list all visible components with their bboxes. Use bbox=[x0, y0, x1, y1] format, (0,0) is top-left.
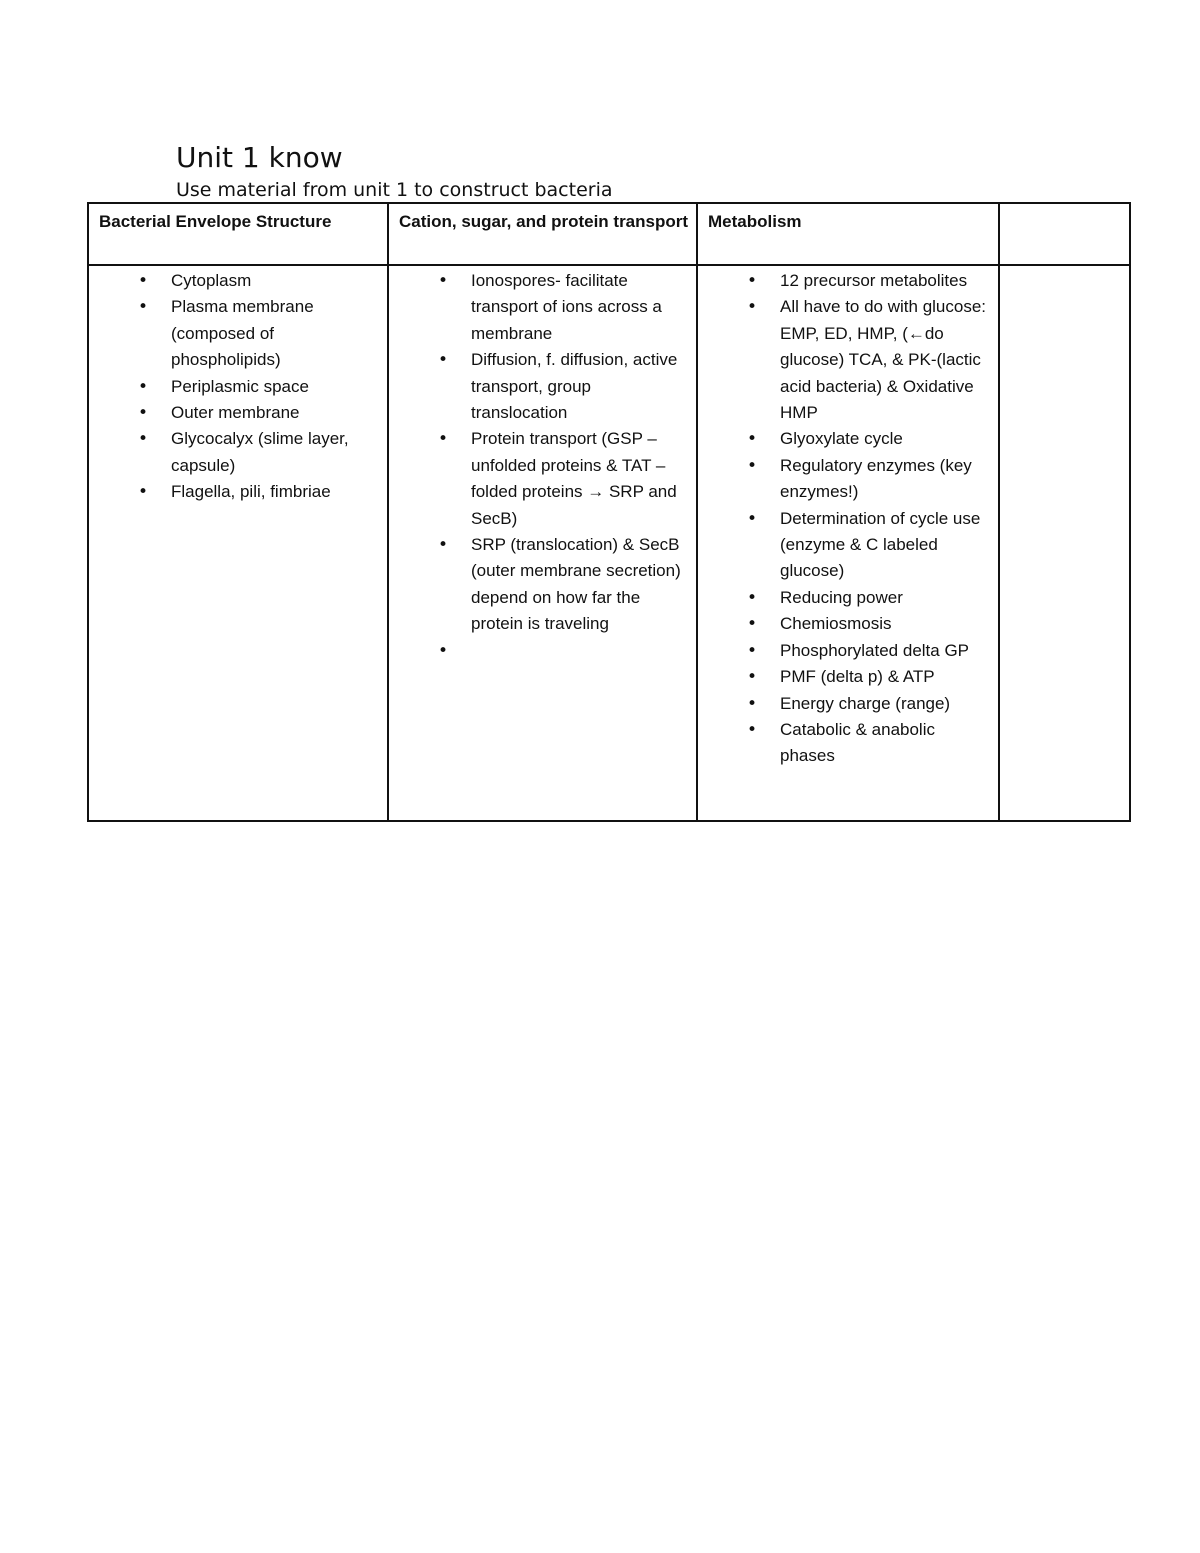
bullet-icon: • bbox=[747, 429, 758, 450]
list-item bbox=[698, 585, 992, 611]
list-item bbox=[698, 426, 992, 452]
list-item-text: Cytoplasm bbox=[171, 271, 252, 290]
list-item bbox=[389, 532, 690, 638]
header-transport: Cation, sugar, and protein transport bbox=[388, 203, 697, 265]
list-item-text: Energy charge (range) bbox=[780, 693, 951, 713]
list-item-text: Protein transport (GSP – unfolded proteins & TAT – folded proteins → SRP and SecB) bbox=[471, 429, 677, 528]
list-item-text: Chemiosmosis bbox=[780, 614, 892, 634]
list-item-text: Outer membrane bbox=[171, 403, 300, 423]
bullet-list bbox=[698, 268, 992, 770]
list-item-text: SRP (translocation) & SecB (outer membrane secretion) depend on how far the protein is traveling bbox=[471, 535, 681, 634]
page-title: Unit 1 know bbox=[176, 141, 343, 174]
list-item-text: 12 precursor metabolites bbox=[780, 271, 968, 290]
bullet-icon: • bbox=[747, 614, 758, 635]
bullet-icon: • bbox=[747, 640, 758, 661]
bullet-icon: • bbox=[747, 719, 758, 740]
header-empty bbox=[999, 203, 1130, 265]
bullet-list bbox=[89, 268, 381, 506]
page-subtitle: Use material from unit 1 to construct bacteria bbox=[176, 179, 613, 201]
bullet-icon: • bbox=[438, 429, 449, 450]
bullet-icon: • bbox=[138, 482, 149, 503]
cell-transport bbox=[388, 265, 697, 821]
list-item bbox=[698, 611, 992, 637]
list-item-text: Reducing power bbox=[780, 587, 903, 607]
unit-overview-table bbox=[87, 202, 1131, 822]
bullet-icon: • bbox=[747, 508, 758, 529]
header-metabolism: Metabolism bbox=[697, 203, 999, 265]
bullet-icon: • bbox=[747, 271, 758, 291]
list-item bbox=[389, 268, 690, 347]
list-item-text: Glycocalyx (slime layer, capsule) bbox=[171, 429, 349, 475]
bullet-icon: • bbox=[747, 667, 758, 688]
list-item bbox=[89, 479, 381, 505]
bullet-icon: • bbox=[747, 693, 758, 714]
list-item bbox=[698, 664, 992, 690]
bullet-icon: • bbox=[747, 587, 758, 608]
bullet-icon: • bbox=[438, 350, 449, 371]
list-item bbox=[89, 268, 381, 294]
cell-envelope-structure bbox=[88, 265, 388, 821]
bullet-icon: • bbox=[138, 297, 149, 318]
list-item bbox=[389, 347, 690, 426]
list-item bbox=[698, 638, 992, 664]
list-item bbox=[698, 294, 992, 426]
list-item-text: All have to do with glucose: EMP, ED, HMP, (←do glucose) TCA, & PK-(lactic acid bacteria) & Oxidative HMP bbox=[780, 297, 987, 423]
bullet-icon: • bbox=[138, 403, 149, 424]
bullet-icon: • bbox=[438, 271, 449, 291]
list-item bbox=[89, 374, 381, 400]
list-item-text: Ionospores- facilitate transport of ions across a membrane bbox=[471, 271, 662, 343]
list-item-text: Diffusion, f. diffusion, active transport, group translocation bbox=[471, 350, 678, 423]
bullet-icon: • bbox=[138, 271, 149, 291]
list-item-text: Periplasmic space bbox=[171, 376, 309, 396]
bullet-icon: • bbox=[138, 429, 149, 450]
table-header-row bbox=[88, 203, 1130, 265]
list-item bbox=[698, 506, 992, 585]
table-body-row bbox=[88, 265, 1130, 821]
bullet-icon: • bbox=[438, 535, 449, 556]
list-item bbox=[698, 691, 992, 717]
list-item-text: Phosphorylated delta GP bbox=[780, 640, 970, 660]
header-envelope-structure: Bacterial Envelope Structure bbox=[88, 203, 388, 265]
bullet-icon: • bbox=[138, 376, 149, 397]
cell-empty bbox=[999, 265, 1130, 821]
list-item bbox=[698, 453, 992, 506]
list-item bbox=[389, 426, 690, 532]
list-item-text: Catabolic & anabolic phases bbox=[780, 719, 935, 766]
cell-metabolism bbox=[697, 265, 999, 821]
bullet-icon: • bbox=[747, 455, 758, 476]
list-item bbox=[698, 717, 992, 770]
list-item bbox=[89, 400, 381, 426]
list-item bbox=[389, 638, 690, 664]
bullet-icon: • bbox=[438, 640, 449, 661]
list-item-text: Determination of cycle use (enzyme & C labeled glucose) bbox=[780, 508, 981, 581]
list-item-text: PMF (delta p) & ATP bbox=[780, 667, 935, 687]
list-item-text: Flagella, pili, fimbriae bbox=[171, 482, 331, 502]
list-item bbox=[89, 294, 381, 373]
bullet-list bbox=[389, 268, 690, 664]
list-item bbox=[698, 268, 992, 294]
list-item-text: Glyoxylate cycle bbox=[780, 429, 903, 449]
list-item bbox=[89, 426, 381, 479]
list-item-text: Regulatory enzymes (key enzymes!) bbox=[780, 455, 972, 502]
bullet-icon: • bbox=[747, 297, 758, 318]
list-item-text: Plasma membrane (composed of phospholipids) bbox=[171, 297, 314, 370]
